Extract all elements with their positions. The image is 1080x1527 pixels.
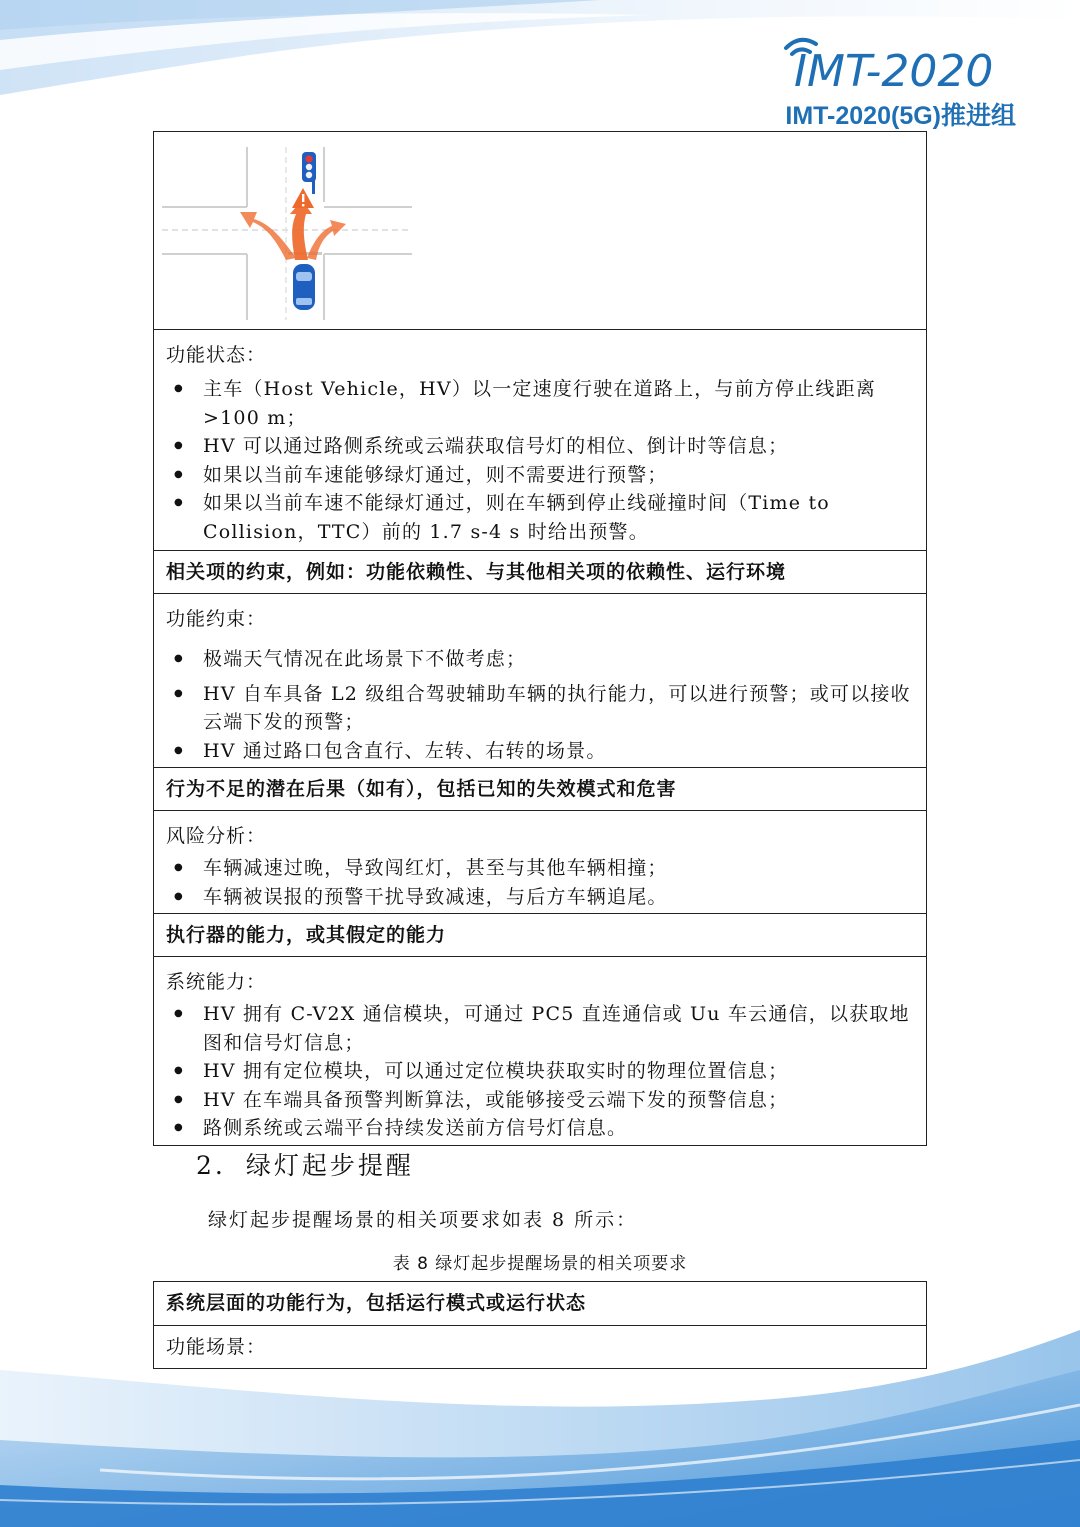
section-title: 绿灯起步提醒	[245, 1151, 414, 1180]
warning-triangle-icon	[292, 188, 314, 208]
list-item: ● 车辆被误报的预警干扰导致减速，与后方车辆追尾。	[166, 883, 914, 912]
section-intro: 绿灯起步提醒场景的相关项要求如表 8 所示：	[208, 1209, 638, 1231]
intersection-warning-diagram	[162, 142, 412, 322]
function-constraints-list	[166, 645, 914, 765]
requirements-table-8	[153, 1281, 927, 1369]
risk-analysis-cell	[154, 810, 926, 913]
section-number: 2.	[196, 1151, 226, 1180]
list-item: ● 如果以当前车速不能绿灯通过，则在车辆到停止线碰撞时间（Time to Collision，TTC）前的 1.7 s-4 s 时给出预警。	[166, 489, 914, 546]
logo-subtitle: IMT-2020(5G)推进组	[785, 102, 1016, 130]
logo-wordmark: IMT-2020	[794, 46, 994, 97]
list-item: ● HV 拥有 C-V2X 通信模块，可通过 PC5 直连通信或 Uu 车云通信，以获取地图和信号灯信息；	[166, 1000, 914, 1057]
list-item: ● HV 通过路口包含直行、左转、右转的场景。	[166, 737, 914, 766]
risk-analysis-label: 风险分析：	[166, 825, 267, 847]
function-scene-label: 功能场景：	[166, 1336, 267, 1358]
host-vehicle-car-icon	[293, 264, 315, 310]
function-constraints-cell	[154, 593, 926, 767]
risk-analysis-list	[166, 854, 914, 911]
list-item: ● 主车（Host Vehicle，HV）以一定速度行驶在道路上，与前方停止线距离>100 m；	[166, 375, 914, 432]
imt2020-logo-mark	[778, 28, 1018, 98]
function-scene-cell	[154, 1325, 926, 1368]
list-item: ● HV 自车具备 L2 级组合驾驶辅助车辆的执行能力，可以进行预警；或可以接收云端下发的预警；	[166, 680, 914, 737]
table-caption: 表 8 绿灯起步提醒场景的相关项要求	[392, 1254, 688, 1274]
constraints-heading: 相关项的约束，例如：功能依赖性、与其他相关项的依赖性、运行环境	[154, 550, 926, 593]
list-item: ● 路侧系统或云端平台持续发送前方信号灯信息。	[166, 1114, 914, 1143]
list-item: ● HV 在车端具备预警判断算法，或能够接受云端下发的预警信息；	[166, 1086, 914, 1115]
system-capability-list	[166, 1000, 914, 1143]
function-status-list	[166, 375, 914, 546]
actuator-heading: 执行器的能力，或其假定的能力	[154, 913, 926, 956]
section-heading	[196, 1146, 414, 1182]
list-item: ● HV 可以通过路侧系统或云端获取信号灯的相位、倒计时等信息；	[166, 432, 914, 461]
traffic-light-icon	[302, 152, 316, 194]
system-behavior-heading: 系统层面的功能行为，包括运行模式或运行状态	[166, 1292, 587, 1314]
imt2020-logo	[778, 18, 1018, 128]
list-item: ● 如果以当前车速能够绿灯通过，则不需要进行预警；	[166, 461, 914, 490]
system-capability-label: 系统能力：	[166, 971, 267, 993]
system-capability-cell	[154, 956, 926, 1145]
scenario-diagram-cell	[154, 132, 926, 329]
function-constraints-label: 功能约束：	[166, 608, 267, 630]
list-item: ● HV 拥有定位模块，可以通过定位模块获取实时的物理位置信息；	[166, 1057, 914, 1086]
list-item: ● 车辆减速过晚，导致闯红灯，甚至与其他车辆相撞；	[166, 854, 914, 883]
function-status-label: 功能状态：	[166, 344, 267, 366]
requirements-table-7	[153, 131, 927, 1146]
function-status-cell	[154, 329, 926, 550]
list-item: ● 极端天气情况在此场景下不做考虑；	[166, 645, 914, 674]
consequence-heading: 行为不足的潜在后果（如有），包括已知的失效模式和危害	[154, 767, 926, 810]
